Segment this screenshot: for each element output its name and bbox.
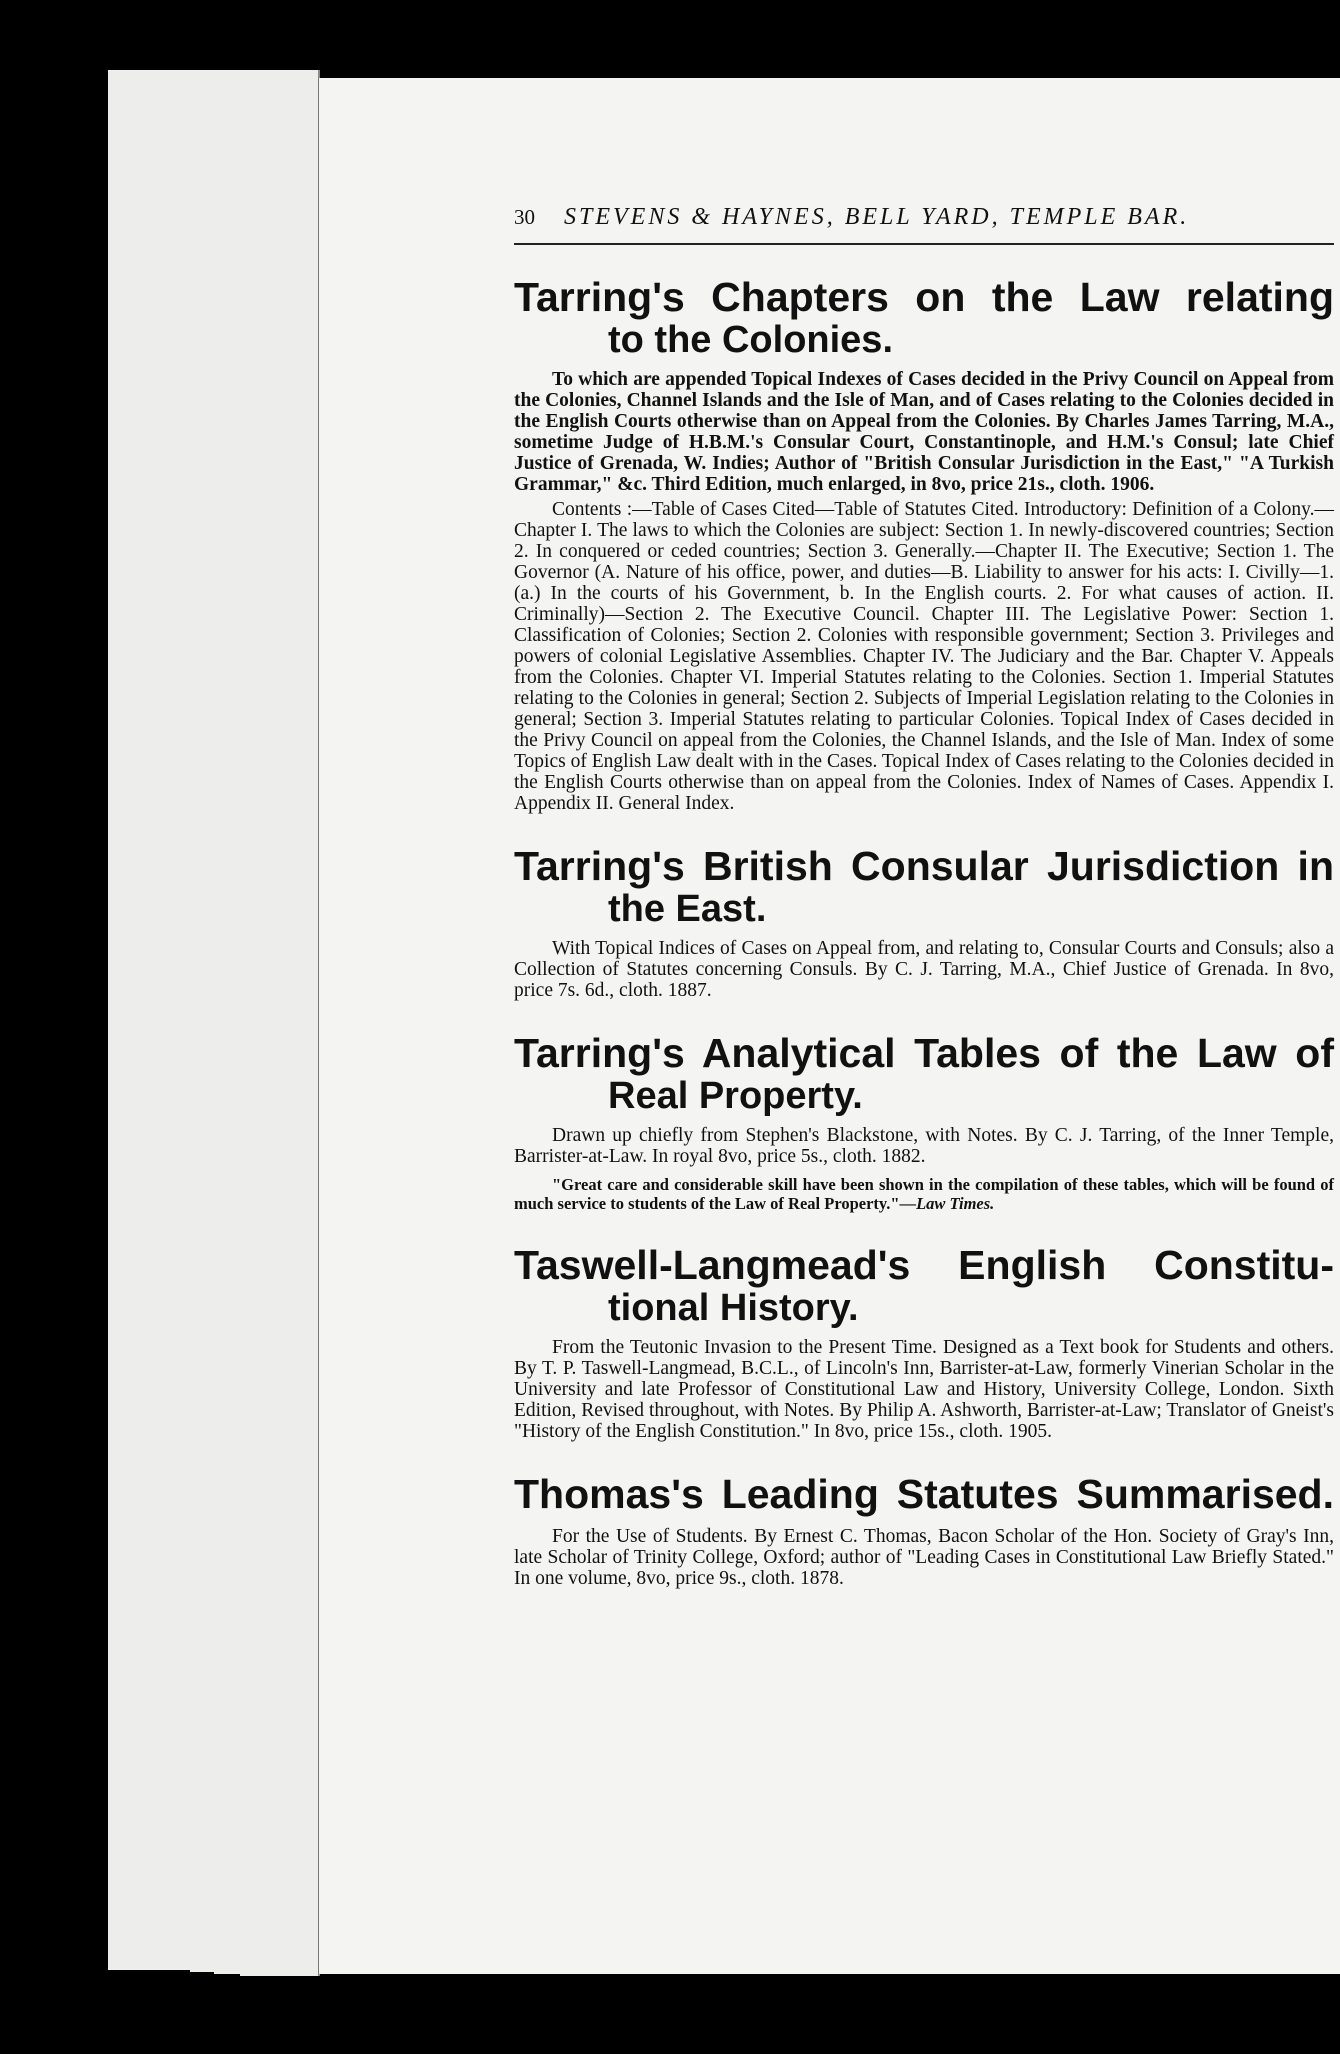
entry-title-continuation: Real Property.: [608, 1075, 863, 1117]
entry-title: Tarring's Analytical Tables of the Law of: [514, 1030, 1334, 1076]
book-entry-leading-statutes: [514, 1472, 1334, 1589]
page-content: [210, 204, 1334, 1589]
page-number: 30: [514, 205, 535, 229]
quote-source: —Law Times.: [899, 1194, 995, 1213]
entry-title-continuation: tional History.: [608, 1287, 859, 1329]
entry-description: From the Teutonic Invasion to the Present Time. Designed as a Text book for Students and others. By T. P. Taswell-Langmead, B.C.L., of Lincoln's Inn, Barrister-at-Law, formerly Vinerian Scholar in the University and late Professor of Constitutional Law and History, University College, London. Sixth Edition, Revised throughout, with Notes. By Philip A. Ashworth, Barrister-at-Law; Translator of Gneist's "History of the English Constitution." In 8vo, price 15s., cloth. 1905.: [514, 1337, 1334, 1442]
entry-contents: Contents :—Table of Cases Cited—Table of Statutes Cited. Introductory: Definition of a Colony.—Chapter I. The laws to which the Colonies are subject: Section 1. In newly-discovered countries; Section 2. In conquered or ceded countries; Section 3. Generally.—Chapter II. The Executive; Section 1. The Governor (A. Nature of his office, power, and duties—B. Liability to answer for his acts: I. Civilly—1. (a.) In the courts of his Government, b. In the English courts. 2. For what causes of action. II. Criminally)—Section 2. The Executive Council. Chapter III. The Legislative Power: Section 1. Classification of Colonies; Section 2. Colonies with responsible government; Section 3. Privileges and powers of colonial Legislative Assemblies. Chapter IV. The Judiciary and the Bar. Chapter V. Appeals from the Colonies. Chapter VI. Imperial Statutes relating to the Colonies. Section 1. Imperial Statutes relating to the Colonies in general; Section 2. Subjects of Imperial Legislation relating to the Colonies in general; Section 3. Imperial Statutes relating to particular Colonies. Topical Index of Cases decided in the Privy Council on appeal from the Colonies, the Channel Islands, and the Isle of Man. Index of some Topics of English Law dealt with in the Cases. Topical Index of Cases relating to the Colonies decided in the English Courts otherwise than on appeal from the Colonies. Index of Names of Cases. Appendix I. Appendix II. General Index.: [514, 499, 1334, 814]
publisher-header: STEVENS & HAYNES, BELL YARD, TEMPLE BAR.: [564, 204, 1190, 230]
entry-description: Drawn up chiefly from Stephen's Blackstone, with Notes. By C. J. Tarring, of the Inner Temple, Barrister-at-Law. In royal 8vo, price 5s., cloth. 1882.: [514, 1125, 1334, 1167]
entry-description: With Topical Indices of Cases on Appeal from, and relating to, Consular Courts and Consuls; also a Collection of Statutes concerning Consuls. By C. J. Tarring, M.A., Chief Justice of Grenada. In 8vo, price 7s. 6d., cloth. 1887.: [514, 938, 1334, 1001]
quote-text: "Great care and considerable skill have been shown in the compilation of these tables, which will be found of much service to students of the Law of Real Property.": [514, 1175, 1334, 1213]
entry-title-continuation: the East.: [608, 888, 767, 930]
entry-title: Tarring's British Consular Jurisdiction in: [514, 843, 1334, 889]
entry-description: For the Use of Students. By Ernest C. Thomas, Bacon Scholar of the Hon. Society of Gray's Inn, late Scholar of Trinity College, Oxford; author of "Leading Cases in Constitutional Law Briefly Stated." In one volume, 8vo, price 9s., cloth. 1878.: [514, 1526, 1334, 1589]
book-entry-consular: [514, 844, 1334, 1001]
book-entry-constitutional-history: [514, 1243, 1334, 1442]
entry-title-continuation: to the Colonies.: [608, 319, 893, 361]
entry-title: Tarring's Chapters on the Law relating: [514, 274, 1334, 320]
entry-title: Thomas's Leading Statutes Summarised.: [514, 1471, 1334, 1517]
entry-description: To which are appended Topical Indexes of Cases decided in the Privy Council on Appeal from the Colonies, Channel Islands and the Isle of Man, and of Cases relating to the Colonies decided in the English Courts otherwise than on Appeal from the Colonies. By Charles James Tarring, M.A., sometime Judge of H.B.M.'s Consular Court, Constantinople, and H.M.'s Consul; late Chief Justice of Grenada, W. Indies; Author of "British Consular Jurisdiction in the East," "A Turkish Grammar," &c. Third Edition, much enlarged, in 8vo, price 21s., cloth. 1906.: [514, 369, 1334, 495]
review-quote: [514, 1175, 1334, 1213]
book-entry-real-property: [514, 1031, 1334, 1213]
entry-title: Taswell-Langmead's English Constitu-: [514, 1242, 1334, 1288]
running-head: [514, 204, 1334, 245]
book-entry-colonies: [514, 275, 1334, 814]
